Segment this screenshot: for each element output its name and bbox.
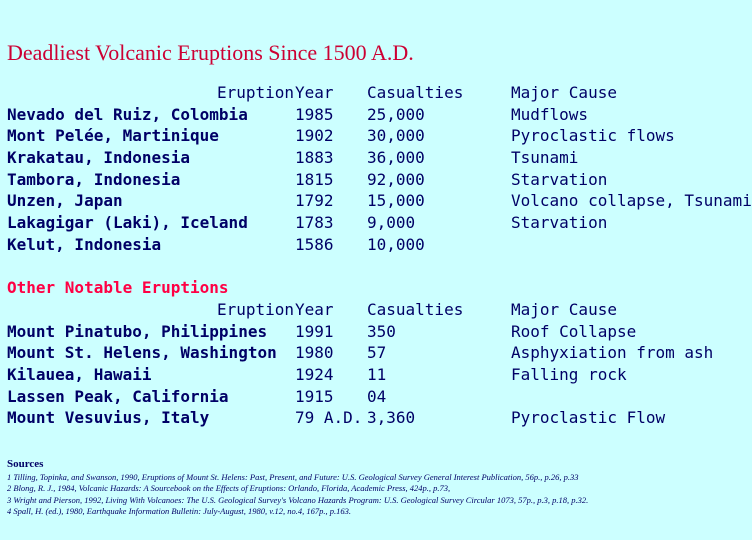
source-line: 3 Wright and Pierson, 1992, Living With Volcanoes: The U.S. Geological Survey's Volcano Hazards Program: U.S. Geological Survey Circular 1073, 57p., p.3, p.18, p.32. [7,494,589,505]
sources-section [7,458,717,518]
eruption-year: 1792 [295,191,334,211]
eruption-casualties: 04 [367,386,387,406]
table-row [0,365,720,387]
header-major-cause: Major Cause [511,300,617,319]
eruption-major-cause: Pyroclastic Flow [511,408,666,428]
eruption-year: 1783 [295,213,334,233]
eruption-casualties: 30,000 [367,126,425,146]
eruption-year: 1586 [295,234,334,254]
eruption-casualties: 57 [367,343,387,363]
table-row [0,148,720,170]
table-row [0,235,720,257]
eruption-major-cause: Volcano collapse, Tsunami [511,191,752,211]
table-row [0,126,720,148]
table-row [0,191,752,213]
eruption-name: Mount Vesuvius, Italy [7,408,210,428]
table-row [0,322,720,344]
table-row [0,213,720,235]
eruption-name: Mount St. Helens, Washington [7,343,277,363]
header-eruption: Eruption [216,300,294,319]
sources-heading: Sources [7,458,44,470]
eruption-name: Tambora, Indonesia [7,169,181,189]
eruption-casualties: 10,000 [367,234,425,254]
eruption-major-cause: Tsunami [511,148,579,168]
eruption-name: Krakatau, Indonesia [7,148,191,168]
eruption-year: 1915 [295,386,334,406]
eruption-casualties: 3,360 [367,408,416,428]
eruption-name: Kilauea, Hawaii [7,365,152,385]
eruption-major-cause: Mudflows [511,104,589,124]
source-line: 2 Blong, R. J., 1984, Volcanic Hazards: A Sourcebook on the Effects of Eruptions: Orlando, Florida, Academic Press, 424p., p.73, [7,483,451,494]
eruption-year: 1991 [295,321,334,341]
page-title: Deadliest Volcanic Eruptions Since 1500 A.D. [7,40,414,65]
deadliest-eruptions-table [0,83,752,257]
eruption-major-cause: Roof Collapse [511,321,637,341]
eruption-name: Nevado del Ruiz, Colombia [7,104,248,124]
header-casualties: Casualties [367,300,464,319]
other-eruptions-heading: Other Notable Eruptions [7,278,229,297]
eruption-casualties: 36,000 [367,148,425,168]
header-year: Year [295,300,334,319]
eruption-name: Mount Pinatubo, Philippines [7,321,268,341]
header-eruption: Eruption [216,83,294,102]
table-header-row [0,83,720,105]
eruption-casualties: 15,000 [367,191,425,211]
eruption-casualties: 9,000 [367,213,416,233]
eruption-name: Lakagigar (Laki), Iceland [7,213,248,233]
source-line: 4 Spall, H. (ed.), 1980, Earthquake Information Bulletin: July-August, 1980, v.12, no.4, 167p., p.163. [7,506,352,517]
eruption-casualties: 11 [367,365,387,385]
source-line: 1 Tilling, Topinka, and Swanson, 1990, Eruptions of Mount St. Helens: Past, Present, and Future: U.S. Geological Survey General Interest Publication, 56p., p.26, p.33 [7,472,579,482]
eruption-name: Lassen Peak, California [7,386,229,406]
eruption-casualties: 350 [367,321,396,341]
eruption-name: Unzen, Japan [7,191,123,211]
header-year: Year [295,83,334,102]
eruption-name: Kelut, Indonesia [7,234,162,254]
eruption-year: 1815 [295,169,334,189]
eruption-year: 1985 [295,104,334,124]
eruption-major-cause: Pyroclastic flows [511,126,675,146]
eruption-year: 1924 [295,365,334,385]
eruption-year: 79 A.D. [295,408,363,428]
eruption-major-cause: Falling rock [511,365,627,385]
eruption-year: 1902 [295,126,334,146]
eruption-name: Mont Pelée, Martinique [7,126,219,146]
table-row [0,343,720,365]
header-major-cause: Major Cause [511,83,617,102]
table-row [0,105,720,127]
table-row [0,408,720,430]
eruption-year: 1980 [295,343,334,363]
eruption-casualties: 25,000 [367,104,425,124]
table-row [0,387,720,409]
other-eruptions-table [0,300,720,430]
eruption-casualties: 92,000 [367,169,425,189]
eruption-major-cause: Starvation [511,213,608,233]
table-row [0,170,720,192]
eruption-year: 1883 [295,148,334,168]
eruption-major-cause: Asphyxiation from ash [511,343,714,363]
table-header-row [0,300,720,322]
header-casualties: Casualties [367,83,464,102]
eruption-major-cause: Starvation [511,169,608,189]
